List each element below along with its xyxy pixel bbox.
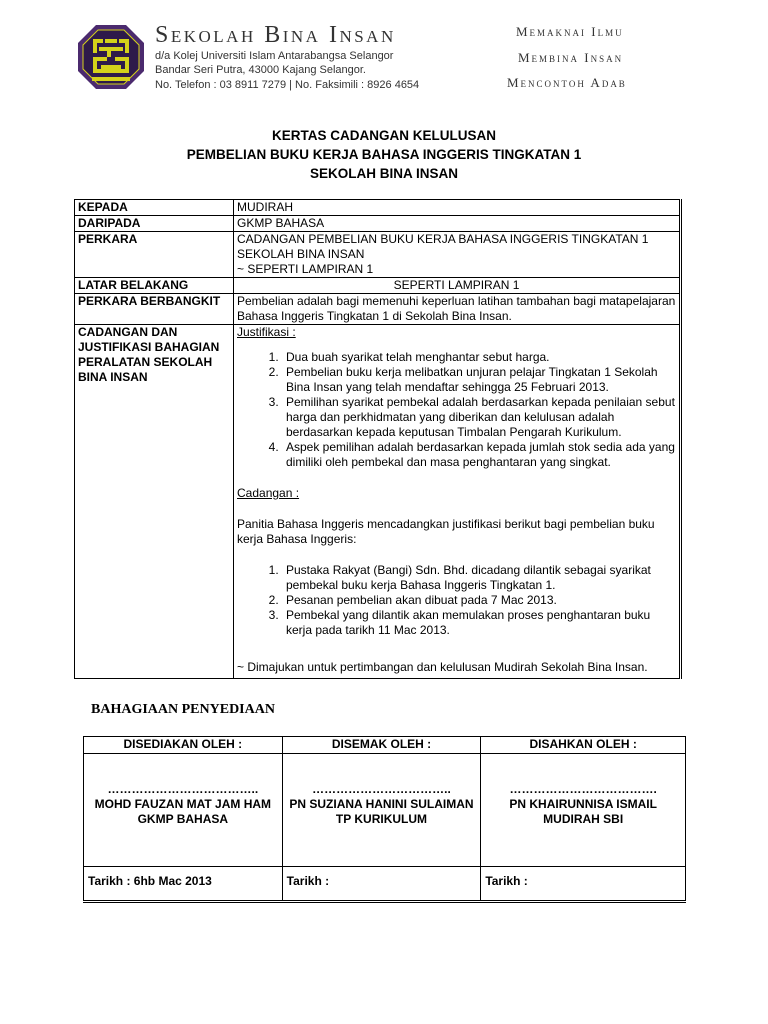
address-line: d/a Kolej Universiti Islam Antarabangsa Selangor [155,50,394,62]
justifikasi-heading: Justifikasi : [237,325,296,339]
signature-table [83,736,686,903]
cadangan-label: CADANGAN DAN JUSTIFIKASI BAHAGIAN PERALATAN SEKOLAH BINA INSAN [75,325,234,679]
disemak-header: DISEMAK OLEH : [282,737,481,754]
tarikh-disediakan: Tarikh : 6hb Mac 2013 [84,867,283,902]
school-logo [76,23,146,91]
document-title: KERTAS CADANGAN KELULUSAN [272,128,496,143]
disediakan-signature [84,754,283,867]
cadangan-list [237,563,676,638]
motto-line: Mencontoh Adab [507,75,627,90]
table-row [75,325,681,679]
cadangan-heading: Cadangan : [237,486,300,500]
contact-line: No. Telefon : 03 8911 7279 | No. Faksimili : 8926 4654 [155,79,420,91]
school-name: Sekolah Bina Insan [155,22,396,48]
document-subtitle: PEMBELIAN BUKU KERJA BAHASA INGGERIS TINGKATAN 1 [186,147,582,162]
section-heading: BAHAGIAAN PENYEDIAAN [91,702,275,717]
berbangkit-value: Pembelian adalah bagi memenuhi keperluan latihan tambahan bagi matapelajaran Bahasa Inggeris Tingkatan 1 di Sekolah Bina Insan. [234,294,681,325]
list-item: 1. Pustaka Rakyat (Bangi) Sdn. Bhd. dicadang dilantik sebagai syarikat pembekal buku kerja Bahasa Inggeris Tingkatan 1. [282,563,676,593]
perkara-label: PERKARA [75,232,234,278]
tarikh-disahkan: Tarikh : [481,867,686,902]
justifikasi-list [237,350,676,470]
table-row [75,232,681,278]
address-line: Bandar Seri Putra, 43000 Kajang Selangor. [155,64,366,76]
tarikh-disemak: Tarikh : [282,867,481,902]
proposal-table [74,199,682,679]
table-row [84,737,686,754]
list-item: 1. Dua buah syarikat telah menghantar sebut harga. [282,350,676,365]
disahkan-signature [481,754,686,867]
latar-value: SEPERTI LAMPIRAN 1 [234,278,681,294]
list-item: 3. Pemilihan syarikat pembekal adalah berdasarkan kepada penilaian sebut harga dan perkhidmatan yang diberikan dan kelulusan adalah berdasarkan kepada keputusan Timbalan Pengarah Kurikulum. [282,395,676,440]
daripada-label: DARIPADA [75,216,234,232]
table-row [84,867,686,902]
signatory-name: PN KHAIRUNNISA ISMAIL [509,797,657,811]
kepada-value: MUDIRAH [234,200,681,216]
daripada-value: GKMP BAHASA [234,216,681,232]
disediakan-header: DISEDIAKAN OLEH : [84,737,283,754]
signature-line: ………………………………. [509,782,657,796]
letterhead [0,0,768,110]
signatory-role: MUDIRAH SBI [543,812,624,826]
perkara-reference: ~ SEPERTI LAMPIRAN 1 [237,262,374,276]
disemak-signature [282,754,481,867]
signatory-name: PN SUZIANA HANINI SULAIMAN [289,797,474,811]
list-item: 3. Pembekal yang dilantik akan memulakan proses penghantaran buku kerja pada tarikh 11 Mac 2013. [282,608,676,638]
latar-label: LATAR BELAKANG [75,278,234,294]
cadangan-intro: Panitia Bahasa Inggeris mencadangkan justifikasi berikut bagi pembelian buku kerja Bahasa Inggeris: [237,517,655,546]
list-item: 2. Pesanan pembelian akan dibuat pada 7 Mac 2013. [282,593,676,608]
disahkan-header: DISAHKAN OLEH : [481,737,686,754]
motto-line: Memaknai Ilmu [516,24,624,39]
closing-note: ~ Dimajukan untuk pertimbangan dan kelulusan Mudirah Sekolah Bina Insan. [237,660,648,674]
signatory-role: GKMP BAHASA [137,812,229,826]
list-item: 2. Pembelian buku kerja melibatkan unjuran pelajar Tingkatan 1 Sekolah Bina Insan yang telah mendaftar sehingga 25 Februari 2013. [282,365,676,395]
list-item: 4. Aspek pemilihan adalah berdasarkan kepada jumlah stok sedia ada yang dimiliki oleh pembekal dan masa penghantaran yang singkat. [282,440,676,470]
table-row [75,200,681,216]
cadangan-value [234,325,681,679]
document-subtitle: SEKOLAH BINA INSAN [309,166,458,181]
table-row [75,278,681,294]
table-row [75,294,681,325]
perkara-value [234,232,681,278]
table-row [75,216,681,232]
signatory-name: MOHD FAUZAN MAT JAM HAM [94,797,272,811]
berbangkit-label: PERKARA BERBANGKIT [75,294,234,325]
table-row [84,754,686,867]
motto-line: Membina Insan [518,50,624,65]
signature-line: ……………………………….. [107,782,259,796]
signatory-role: TP KURIKULUM [335,812,428,826]
signature-line: …………………………….. [312,782,451,796]
perkara-text: CADANGAN PEMBELIAN BUKU KERJA BAHASA INGGERIS TINGKATAN 1 SEKOLAH BINA INSAN [237,232,649,261]
kepada-label: KEPADA [75,200,234,216]
